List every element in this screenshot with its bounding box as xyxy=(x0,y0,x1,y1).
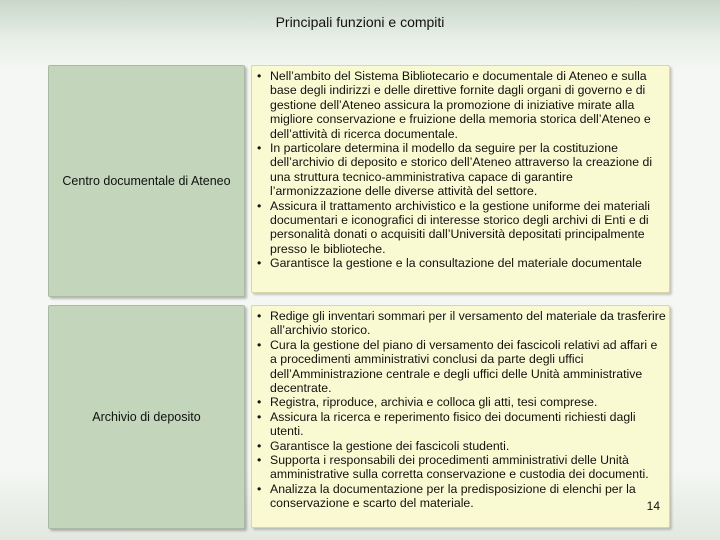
row-label-centro-documentale xyxy=(48,65,245,297)
row-label-text: Centro documentale di Ateneo xyxy=(62,174,231,188)
row-label-archivio-deposito xyxy=(48,305,245,529)
bullet-item: • Supporta i responsabili dei procedimenti amministrativi delle Unità amministrative sulla corretta conservazione e custodia dei documenti. xyxy=(252,453,667,482)
row-description-centro-documentale xyxy=(251,65,670,293)
bullet-item: • Nell’ambito del Sistema Bibliotecario e documentale di Ateneo e sulla base degli indirizzi e delle direttive fornite dagli organi di governo e di gestione dell’Ateneo assicura la promozione di iniziative mirate alla migliore conservazione e fruizione della memoria storica dell’Ateneo e dell’attività di ricerca documentale. xyxy=(252,69,667,141)
row-label-text: Archivio di deposito xyxy=(92,410,201,424)
bullet-item: • Assicura la ricerca e reperimento fisico dei documenti richiesti dagli utenti. xyxy=(252,410,667,439)
bullet-item: • Analizza la documentazione per la predisposizione di elenchi per la conservazione e scarto del materiale. xyxy=(252,482,667,511)
bullet-item: • In particolare determina il modello da seguire per la costituzione dell’archivio di deposito e storico dell’Ateneo attraverso la creazione di una struttura tecnico-amministrativa capace di garantire l’armonizzazione delle diverse attività del settore. xyxy=(252,141,667,199)
bullet-item: • Registra, riproduce, archivia e colloca gli atti, tesi comprese. xyxy=(252,395,667,409)
bullet-list xyxy=(252,69,667,271)
row-description-archivio-deposito xyxy=(251,305,670,528)
bullet-item: • Assicura il trattamento archivistico e la gestione uniforme dei materiali documentari e iconografici di interesse storico degli archivi di Enti e di personalità donati o acquisiti dall’Università depositati principalmente presso le biblioteche. xyxy=(252,199,667,257)
bullet-item: • Redige gli inventari sommari per il versamento del materiale da trasferire all’archivio storico. xyxy=(252,309,667,338)
page-number: 14 xyxy=(646,499,660,513)
bullet-item: • Cura la gestione del piano di versamento dei fascicoli relativi ad affari e a procedimenti amministrativi conclusi da parte degli uffici dell’Amministrazione centrale e degli uffici delle Unità amministrative decentrate. xyxy=(252,338,667,396)
bullet-item: • Garantisce la gestione dei fascicoli studenti. xyxy=(252,439,667,453)
bullet-item: • Garantisce la gestione e la consultazione del materiale documentale xyxy=(252,256,667,270)
bullet-list xyxy=(252,309,667,511)
slide-title: Principali funzioni e compiti xyxy=(275,14,445,30)
